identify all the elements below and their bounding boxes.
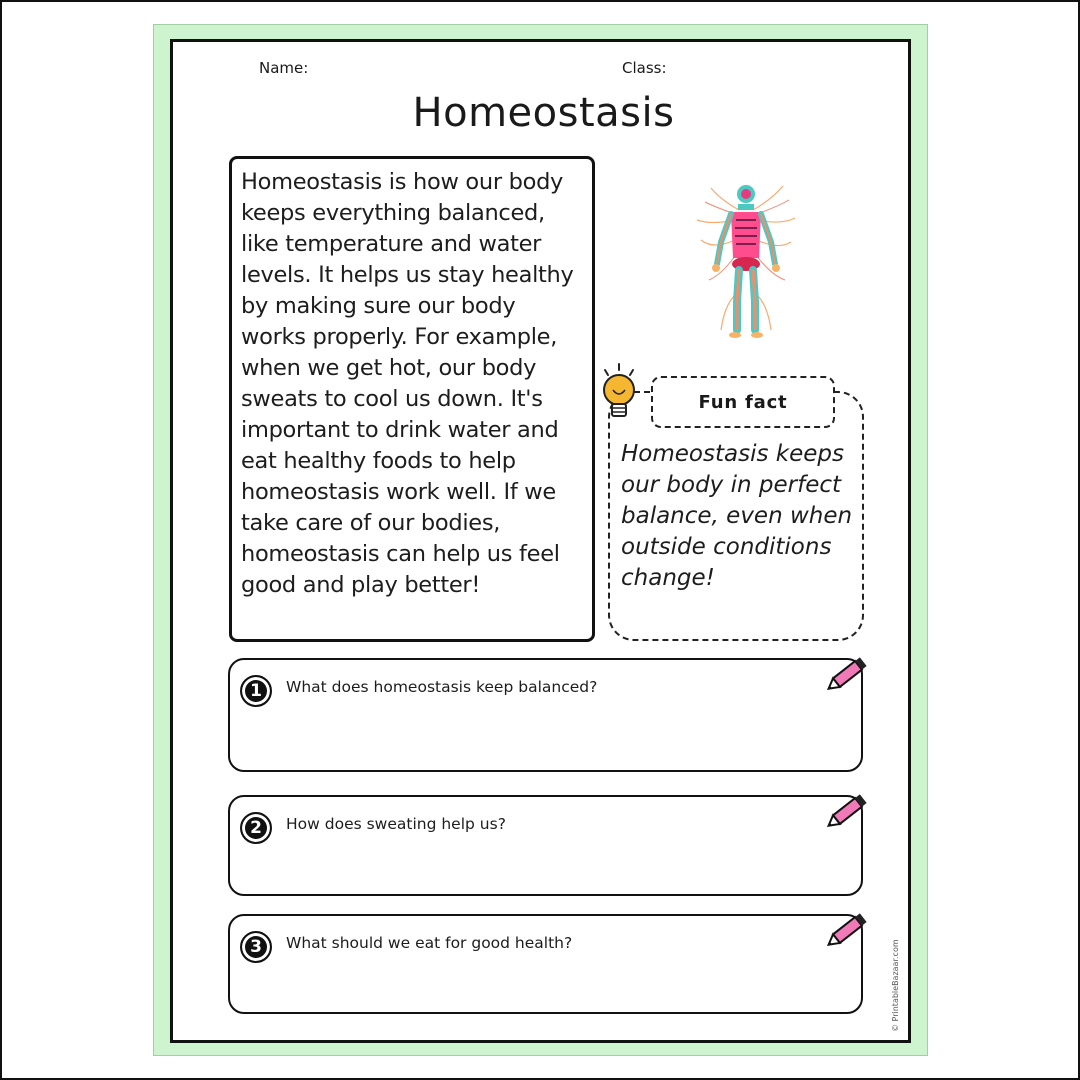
fun-fact-text: Homeostasis keeps our body in perfect balance, even when outside conditions change! [621,441,853,591]
fun-fact-label: Fun fact [698,391,788,413]
question-text: How does sweating help us? [286,815,506,833]
pencil-icon [822,789,872,835]
question-number-badge: 3 [240,931,272,963]
pencil-icon [822,908,872,954]
reading-passage-box [229,156,595,642]
reading-passage-text: Homeostasis is how our body keeps everything balanced, like temperature and water levels. It helps us stay healthy by making sure our body works properly. For example, when we get hot, our body sweats to cool us down. It's important to drink water and eat healthy foods to help homeostasis work well. If we take care of our bodies, homeostasis can help us feel good and play better! [241,169,574,598]
question-number-badge: 1 [240,675,272,707]
question-answer-box-2[interactable] [228,795,863,896]
worksheet [170,39,911,1043]
worksheet-title: Homeostasis [412,90,675,136]
human-body-systems-icon [691,180,801,340]
pencil-icon [822,652,872,698]
question-text: What should we eat for good health? [286,934,573,952]
fun-fact-label-box [651,376,835,428]
name-field-label: Name: [259,59,309,77]
lightbulb-icon [597,362,649,424]
question-answer-box-3[interactable] [228,914,863,1014]
question-text: What does homeostasis keep balanced? [286,678,598,696]
copyright-text: © PrintableBazaar.com [891,939,900,1032]
question-answer-box-1[interactable] [228,658,863,772]
question-number-badge: 2 [240,812,272,844]
class-field-label: Class: [622,59,667,77]
